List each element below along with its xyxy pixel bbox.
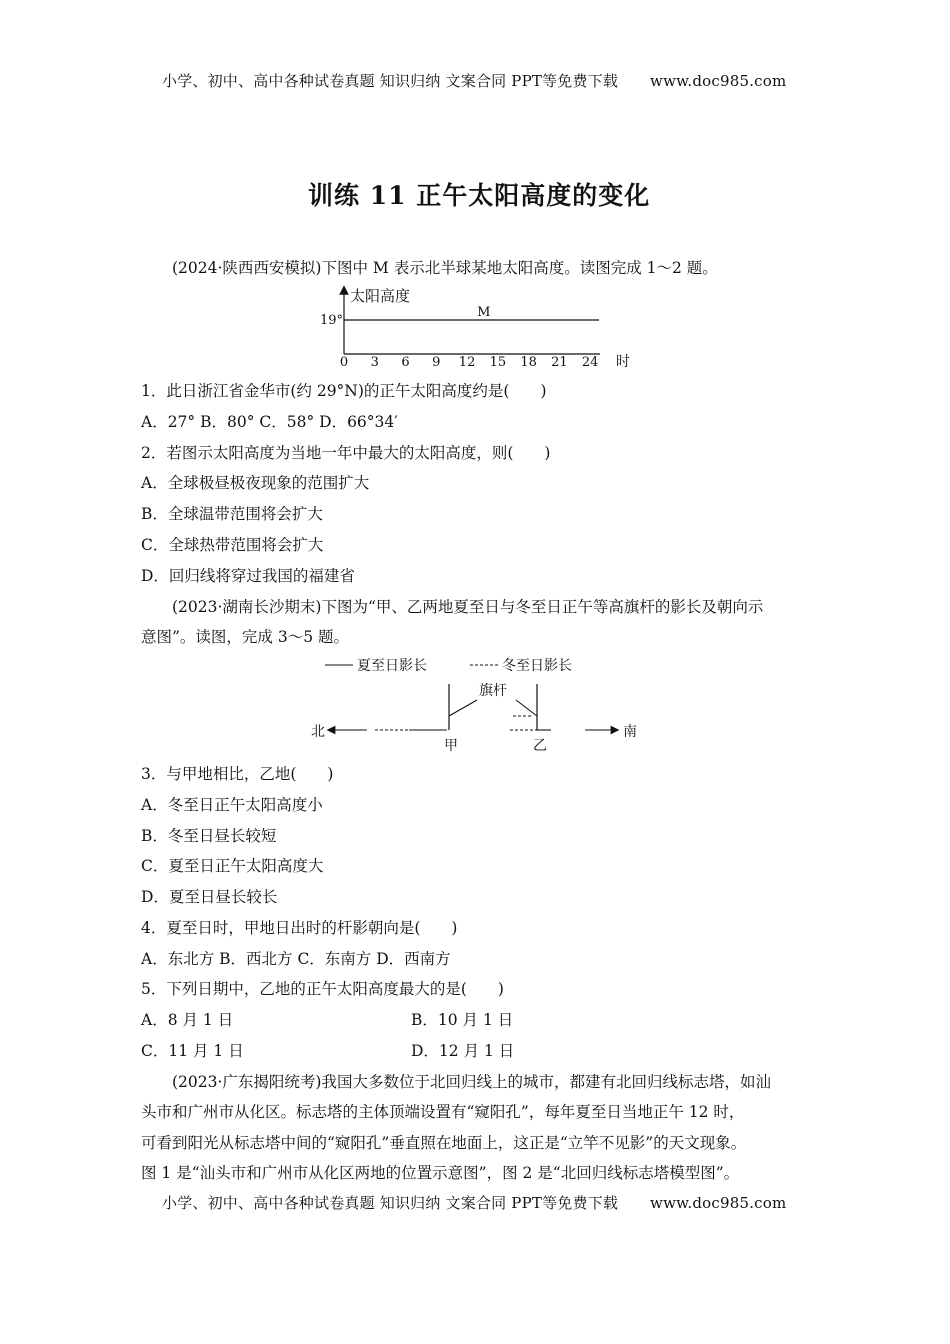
legend-summer: 夏至日影长 (357, 658, 427, 674)
flagpole-label: 旗杆 (479, 683, 507, 699)
header-text: 小学、初中、高中各种试卷真题 知识归纳 文案合同 PPT等免费下载 (162, 72, 619, 90)
y-axis-label: 太阳高度 (350, 287, 411, 305)
x-tick-9: 9 (432, 355, 441, 370)
intro-3-line-3: 可看到阳光从标志塔中间的“窥阳孔”垂直照在地面上，这正是“立竿不见影”的天文现象。 (141, 1134, 747, 1152)
south-label: 南 (623, 724, 637, 740)
north-label: 北 (311, 724, 325, 740)
intro-2-line-2: 意图”。读图，完成 3～5 题。 (141, 628, 350, 646)
legend-winter: 冬至日影长 (502, 658, 572, 674)
question-2-option-c: C．全球热带范围将会扩大 (141, 536, 324, 554)
question-3-option-d: D．夏至日昼长较长 (141, 888, 278, 906)
x-tick-21: 21 (551, 355, 568, 370)
intro-3-line-4: 图 1 是“汕头市和广州市从化区两地的位置示意图”，图 2 是“北回归线标志塔模型图”。 (141, 1164, 740, 1182)
x-tick-6: 6 (401, 355, 410, 370)
x-axis-unit: 时 (616, 354, 630, 370)
page-header (162, 70, 786, 91)
question-1-options: A．27° B．80° C．58° D．66°34′ (141, 413, 398, 431)
yi-label: 乙 (533, 738, 547, 754)
jia-label: 甲 (444, 738, 458, 754)
question-2-option-b: B．全球温带范围将会扩大 (141, 505, 323, 523)
question-3-option-a: A．冬至日正午太阳高度小 (141, 796, 323, 814)
jia-summer-shadow (449, 700, 477, 716)
question-1: 1．此日浙江省金华市(约 29°N)的正午太阳高度约是( ) (141, 382, 547, 400)
question-2-option-a: A．全球极昼极夜现象的范围扩大 (141, 474, 370, 492)
question-4-options: A．东北方 B．西北方 C．东南方 D．西南方 (141, 950, 451, 968)
question-3-option-c: C．夏至日正午太阳高度大 (141, 857, 324, 875)
question-3-option-b: B．冬至日昼长较短 (141, 827, 277, 845)
page-title: 训练 11 正午太阳高度的变化 (308, 181, 651, 210)
question-5-option-b: B．10 月 1 日 (411, 1011, 514, 1029)
page-footer (162, 1192, 786, 1213)
intro-2-line-1: (2023·湖南长沙期末)下图为“甲、乙两地夏至日与冬至日正午等高旗杆的影长及朝向示 (172, 598, 764, 616)
x-tick-labels (340, 355, 599, 370)
header-site-link[interactable]: www.doc985.com (650, 72, 787, 90)
x-tick-15: 15 (489, 355, 507, 370)
intro-3-line-1: (2023·广东揭阳统考)我国大多数位于北回归线上的城市，都建有北回归线标志塔，如汕 (172, 1073, 771, 1091)
intro-1: (2024·陕西西安模拟)下图中 M 表示北半球某地太阳高度。读图完成 1～2 题。 (172, 259, 718, 277)
series-m-label: M (477, 305, 491, 320)
x-tick-18: 18 (520, 355, 537, 370)
yi-summer-shadow (516, 700, 537, 716)
question-3: 3．与甲地相比，乙地( ) (141, 765, 334, 783)
question-4: 4．夏至日时，甲地日出时的杆影朝向是( ) (141, 919, 458, 937)
question-5-option-a: A．8 月 1 日 (141, 1011, 234, 1029)
question-2-option-d: D．回归线将穿过我国的福建省 (141, 567, 355, 585)
sun-altitude-chart (310, 284, 640, 372)
x-tick-3: 3 (370, 355, 379, 370)
intro-3-line-2: 头市和广州市从化区。标志塔的主体顶端设置有“窥阳孔”，每年夏至日当地正午 12 时， (141, 1103, 745, 1121)
x-tick-12: 12 (458, 355, 476, 370)
footer-text: 小学、初中、高中各种试卷真题 知识归纳 文案合同 PPT等免费下载 (162, 1194, 619, 1212)
x-tick-0: 0 (339, 355, 349, 370)
shadow-diagram (305, 654, 655, 754)
question-2: 2．若图示太阳高度为当地一年中最大的太阳高度，则( ) (141, 444, 551, 462)
question-5-option-c: C．11 月 1 日 (141, 1042, 244, 1060)
footer-site-link[interactable]: www.doc985.com (650, 1194, 787, 1212)
y-tick-label: 19° (320, 313, 344, 328)
question-5-option-d: D．12 月 1 日 (411, 1042, 515, 1060)
question-5: 5．下列日期中，乙地的正午太阳高度最大的是( ) (141, 980, 504, 998)
x-tick-24: 24 (581, 355, 599, 370)
